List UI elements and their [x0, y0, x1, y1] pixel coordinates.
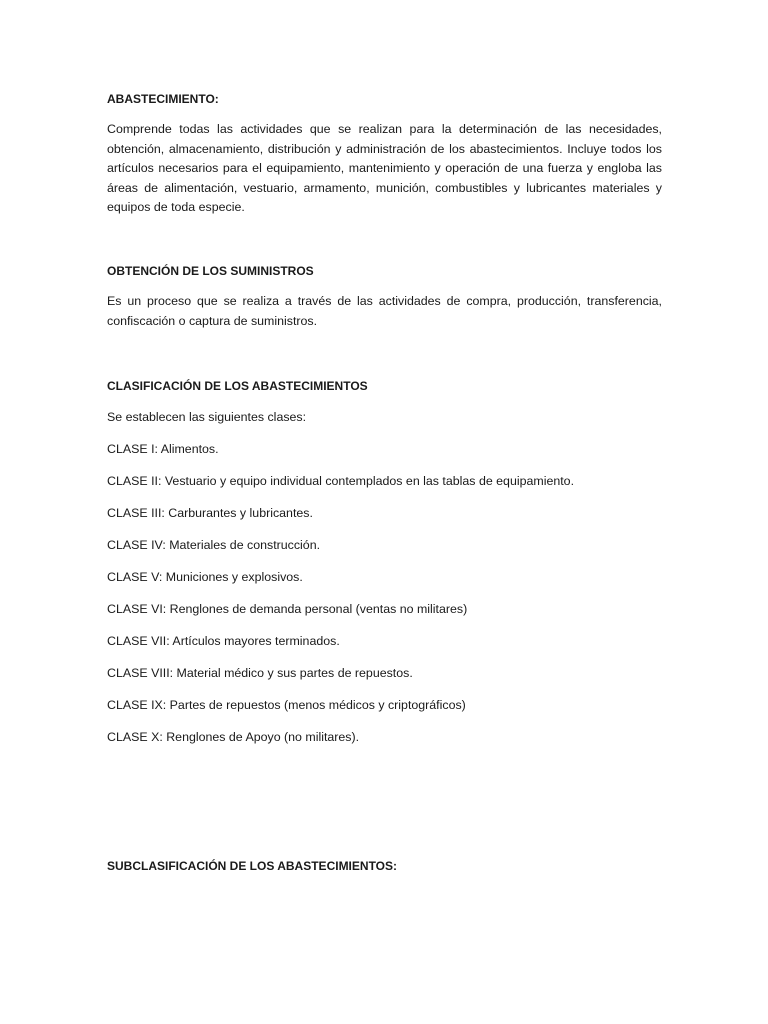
- class-item: CLASE VII: Artículos mayores terminados.: [107, 634, 340, 648]
- class-item: CLASE IV: Materiales de construcción.: [107, 538, 321, 552]
- class-item: CLASE IX: Partes de repuestos (menos médicos y criptográficos): [107, 698, 466, 712]
- heading-clasificacion: CLASIFICACIÓN DE LOS ABASTECIMIENTOS: [107, 379, 368, 393]
- heading-subclasificacion: SUBCLASIFICACIÓN DE LOS ABASTECIMIENTOS:: [107, 859, 398, 873]
- class-item: CLASE VI: Renglones de demanda personal (ventas no militares): [107, 602, 468, 616]
- class-item: CLASE X: Renglones de Apoyo (no militares).: [107, 730, 360, 744]
- heading-abastecimiento: ABASTECIMIENTO:: [107, 92, 219, 106]
- paragraph-obtencion: Es un proceso que se realiza a través de las actividades de compra, producción, transferencia, confiscación o captura de suministros.: [107, 294, 662, 328]
- class-item: CLASE III: Carburantes y lubricantes.: [107, 506, 313, 520]
- class-item: CLASE I: Alimentos.: [107, 442, 219, 456]
- class-item: CLASE II: Vestuario y equipo individual contemplados en las tablas de equipamiento.: [107, 474, 575, 488]
- paragraph-abastecimiento: Comprende todas las actividades que se realizan para la determinación de las necesidades, obtención, almacenamiento, distribución y administración de los abastecimientos. Incluye todos los artículos necesarios para el equipamiento, mantenimiento y operación de una fuerza y engloba las áreas de alimentación, vestuario, armamento, munición, combustibles y lubricantes materiales y equipos de toda especie.: [107, 122, 662, 215]
- heading-obtencion: OBTENCIÓN DE LOS SUMINISTROS: [107, 264, 314, 278]
- class-item: CLASE V: Municiones y explosivos.: [107, 570, 303, 584]
- class-item: CLASE VIII: Material médico y sus partes de repuestos.: [107, 666, 413, 680]
- clasificacion-intro: Se establecen las siguientes clases:: [107, 410, 307, 424]
